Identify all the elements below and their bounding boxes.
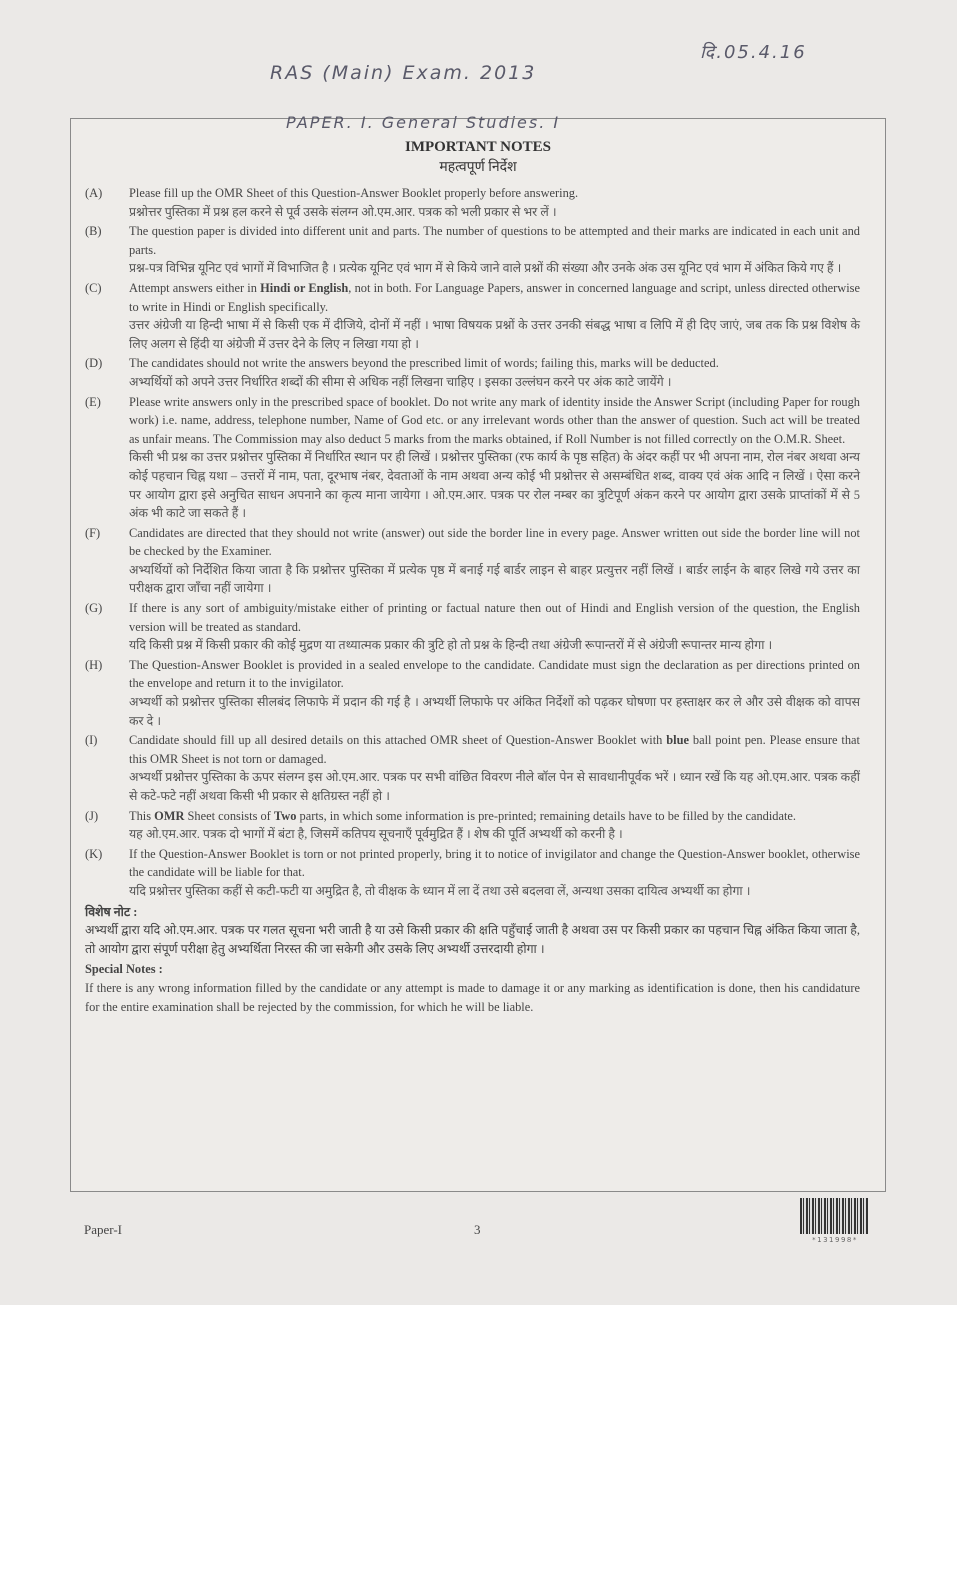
barcode bbox=[800, 1198, 868, 1234]
note-label: (F) bbox=[85, 525, 101, 540]
note-item bbox=[85, 524, 860, 598]
note-english-part: Candidate should fill up all desired details on this attached OMR sheet of Question-Answer Booklet with bbox=[129, 733, 667, 748]
note-label: (A) bbox=[85, 186, 103, 200]
note-english-part: This bbox=[129, 808, 155, 823]
notes-heading: IMPORTANT NOTES bbox=[404, 139, 552, 155]
barcode-number: *131998* bbox=[812, 1236, 858, 1244]
note-label: (K) bbox=[85, 846, 103, 861]
note-english-part: parts, in which some information is pre-printed; remaining details have to be filled by the candidate. bbox=[296, 808, 797, 823]
note-item bbox=[85, 393, 860, 523]
page-number: 3 bbox=[474, 1222, 481, 1237]
note-english-part: OMR bbox=[154, 808, 185, 823]
note-english-part: Hindi or English bbox=[260, 280, 349, 295]
notes-list bbox=[85, 184, 860, 1016]
note-item bbox=[85, 599, 860, 655]
notes-heading-hindi: महत्वपूर्ण निर्देश bbox=[439, 160, 517, 175]
note-item bbox=[85, 731, 860, 805]
note-label: (E) bbox=[85, 394, 101, 409]
note-english-part: Two bbox=[273, 808, 297, 823]
note-english: The Question-Answer Booklet is provided in a sealed envelope to the candidate. Candidate must sign the declaration as per directions printed on the envelope and return it to the invigilator. bbox=[129, 657, 860, 691]
note-english: Candidates are directed that they should not write (answer) out side the border line in every page. Answer written out side the border line will not be checked by the Examiner. bbox=[129, 525, 860, 559]
handwritten-paper-title: PAPER. I. General Studies. I bbox=[286, 113, 561, 132]
note-english-part: ball point pen. Please ensure that this OMR Sheet is not torn or damaged. bbox=[129, 733, 860, 766]
note-hindi: उत्तर अंग्रेजी या हिन्दी भाषा में से किसी एक में दीजिये, दोनों में नहीं । भाषा विषयक प्रश्नों के उत्तर उनकी संबद्ध भाषा व लिपि में ही दिए जाएं, जब तक कि प्रश्न विशेष के लिए अलग से हिंदी या अंग्रेजी में उत्तर देने के लिए न लिखा गया हो । bbox=[129, 318, 860, 351]
note-english bbox=[129, 807, 860, 826]
note-item bbox=[85, 807, 860, 844]
note-label: (B) bbox=[85, 224, 102, 239]
special-notes-hindi-title: विशेष नोट : bbox=[85, 904, 138, 919]
note-item bbox=[85, 354, 860, 391]
paper-label: Paper-I bbox=[84, 1222, 122, 1237]
note-english-part: blue bbox=[666, 733, 689, 748]
note-hindi: किसी भी प्रश्न का उत्तर प्रश्नोत्तर पुस्तिका में निर्धारित स्थान पर ही लिखें । प्रश्नोत्तर पुस्तिका (रफ कार्य के पृष्ठ सहित) के अंदर कहीं पर भी अपना नाम, रोल नंबर अथवा अन्य कोई पहचान चिह्न यथा – उत्तरों में नाम, पता, दूरभाष नंबर, देवताओं के नाम अथवा अन्य कोई भी प्रश्नोत्तर से असम्बंधित शब्द, वाक्य एवं अंक आदि न लिखें । ऐसा करने पर आयोग द्वारा इसे अनुचित साधन अपनाने का कृत्य माना जायेगा । ओ.एम.आर. पत्रक पर रोल नम्बर का त्रुटिपूर्ण अंकन करने पर आयोग द्वारा उसके प्राप्तांकों में से 5 अंक भी काटे जा सकते हैं । bbox=[129, 450, 860, 521]
note-label: (C) bbox=[85, 280, 102, 295]
note-hindi: प्रश्न-पत्र विभिन्न यूनिट एवं भागों में विभाजित है । प्रत्येक यूनिट एवं भाग में से किये जाने वाले प्रश्नों की संख्या और उनके अंक उस यूनिट एवं भाग में अंकित किये गए हैं । bbox=[129, 261, 842, 276]
note-hindi: अभ्यर्थी को प्रश्नोत्तर पुस्तिका सीलबंद लिफाफे में प्रदान की गई है । अभ्यर्थी लिफाफे पर अंकित निर्देशों को पढ़कर घोषणा पर हस्ताक्षर कर ले और उसे वीक्षक को वापस कर दे । bbox=[129, 695, 860, 728]
note-english: If the Question-Answer Booklet is torn or not printed properly, bring it to notice of invigilator and change the Question-Answer booklet, otherwise the candidate will be liable for that. bbox=[129, 846, 860, 880]
special-notes-hindi-text: अभ्यर्थी द्वारा यदि ओ.एम.आर. पत्रक पर गलत सूचना भरी जाती है या उसे किसी प्रकार की क्षति पहुँचाई जाती है अथवा उस पर किसी प्रकार का पहचान चिह्न अंकित किया जाता है, तो आयोग द्वारा संपूर्ण परीक्षा हेतु अभ्यर्थिता निरस्त की जा सकेगी और उसके लिए अभ्यर्थी उत्तरदायी होगा । bbox=[85, 923, 860, 956]
note-english: Please fill up the OMR Sheet of this Question-Answer Booklet properly before answering. bbox=[129, 186, 579, 200]
note-item bbox=[85, 845, 860, 901]
note-hindi: अभ्यर्थियों को अपने उत्तर निर्धारित शब्दों की सीमा से अधिक नहीं लिखना चाहिए । इसका उल्लंघन करने पर अंक काटे जायेंगे । bbox=[129, 374, 672, 389]
note-hindi: यदि किसी प्रश्न में किसी प्रकार की कोई मुद्रण या तथ्यात्मक प्रकार की त्रुटि हो तो प्रश्न के हिन्दी तथा अंग्रेजी रूपान्तरों में से अंग्रेजी रूपान्तर मान्य होगा । bbox=[129, 638, 773, 653]
note-english: Please write answers only in the prescribed space of booklet. Do not write any mark of identity inside the Answer Script (including Paper for rough work) i.e. name, address, telephone number, Name of God etc. or any irrelevant words other than the answer of question. Such act will be treated as unfair means. The Commission may also deduct 5 marks from the marks obtained, if Roll Number is not filled correctly on the O.M.R. Sheet. bbox=[129, 394, 860, 446]
note-item bbox=[85, 222, 860, 278]
note-english-part: Sheet consists of bbox=[184, 808, 274, 823]
note-hindi: प्रश्नोत्तर पुस्तिका में प्रश्न हल करने से पूर्व उसके संलग्न ओ.एम.आर. पत्रक को भली प्रकार से भर लें । bbox=[129, 204, 557, 219]
note-english-part: Attempt answers either in bbox=[129, 280, 261, 295]
note-english: The candidates should not write the answers beyond the prescribed limit of words; failing this, marks will be deducted. bbox=[129, 356, 719, 371]
important-notes-box bbox=[70, 113, 886, 1192]
note-english-part: , not in both. For Language Papers, answer in concerned language and script, unless directed otherwise to write in Hindi or English specifically. bbox=[129, 280, 861, 314]
special-notes-english-text: If there is any wrong information filled by the candidate or any attempt is made to damage it or any marking as identification is done, then his candidature for the entire examination shall be rejected by the commission, for which he will be liable. bbox=[85, 980, 860, 1014]
note-item bbox=[85, 184, 860, 221]
note-item bbox=[85, 656, 860, 730]
handwritten-exam-title: RAS (Main) Exam. 2013 bbox=[270, 62, 537, 84]
note-hindi: यह ओ.एम.आर. पत्रक दो भागों में बंटा है, जिसमें कतिपय सूचनाएँ पूर्वमुद्रित हैं । शेष की पूर्ति अभ्यर्थी को करनी है । bbox=[129, 827, 623, 842]
note-english: The question paper is divided into different unit and parts. The number of questions to be attempted and their marks are indicated in each unit and parts. bbox=[129, 224, 860, 257]
note-english: If there is any sort of ambiguity/mistake either of printing or factual nature then out of Hindi and English version of the question, the English version will be treated as standard. bbox=[129, 601, 860, 634]
note-label: (D) bbox=[85, 356, 103, 371]
note-english bbox=[129, 279, 860, 316]
special-notes-english-title: Special Notes : bbox=[85, 962, 163, 977]
note-label: (I) bbox=[85, 733, 98, 748]
note-hindi: अभ्यर्थियों को निर्देशित किया जाता है कि प्रश्नोत्तर पुस्तिका में प्रत्येक पृष्ठ में बनाई गई बार्डर लाइन से बाहर प्रत्युत्तर नहीं लिखें । बार्डर लाईन के बाहर लिखे गये उत्तर का परीक्षक द्वारा जाँचा नहीं जायेगा । bbox=[129, 562, 860, 596]
note-english bbox=[129, 731, 860, 768]
note-label: (J) bbox=[85, 808, 99, 823]
note-label: (G) bbox=[85, 601, 103, 616]
note-hindi: यदि प्रश्नोत्तर पुस्तिका कहीं से कटी-फटी या अमुद्रित है, तो वीक्षक के ध्यान में ला दें तथा उसे बदलवा लें, अन्यथा उसका दायित्व अभ्यर्थी का होगा । bbox=[129, 883, 751, 898]
note-hindi: अभ्यर्थी प्रश्नोत्तर पुस्तिका के ऊपर संलग्न इस ओ.एम.आर. पत्रक पर सभी वांछित विवरण नीले बॉल पेन से सावधानीपूर्वक भरें । ध्यान रखें कि यह ओ.एम.आर. पत्रक कहीं से कटे-फटे नहीं अथवा किसी भी प्रकार से क्षतिग्रस्त नहीं हो । bbox=[129, 770, 860, 803]
note-label: (H) bbox=[85, 657, 103, 672]
handwritten-date: दि.05.4.16 bbox=[700, 42, 807, 63]
note-item bbox=[85, 279, 860, 353]
